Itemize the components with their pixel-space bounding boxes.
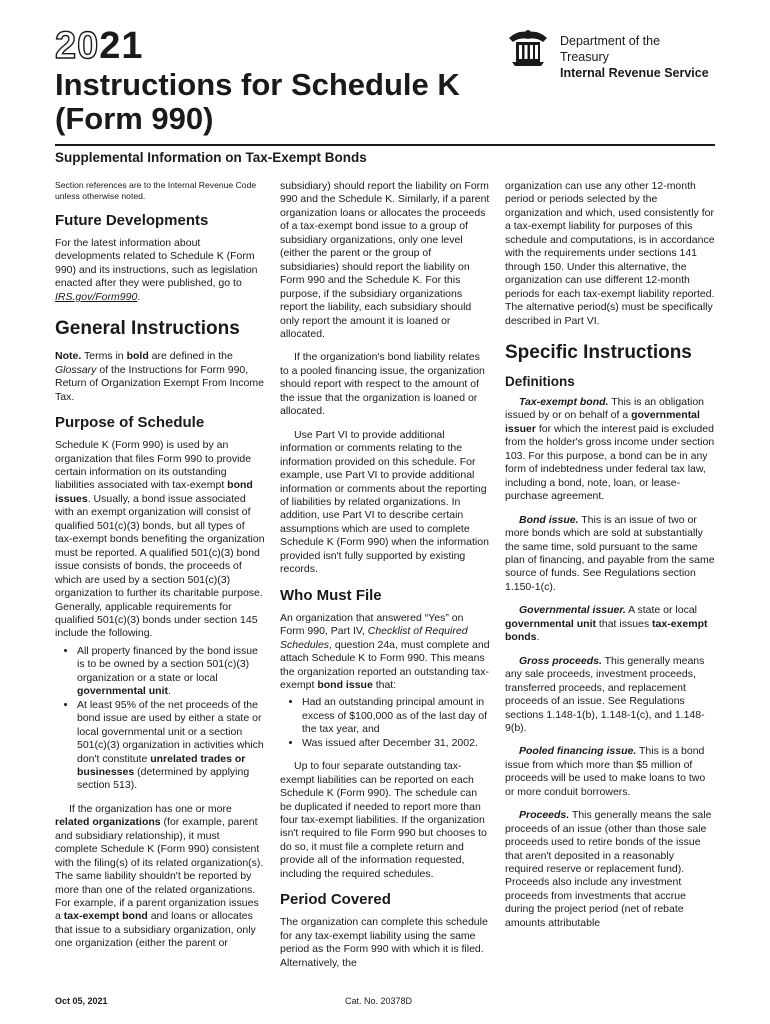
part-vi-text: Use Part VI to provide additional information or comments relating to the information provided on this schedule. For example, use Part VI to provide additional information or comments about the reporting of liabilities by related organizations. In addition, use Part VI to describe certain assumptions which are used to complete Schedule K (Form 990) when the information provided isn't fully supported by existing records. xyxy=(280,428,489,576)
future-developments-text: For the latest information about developments related to Schedule K (Form 990) and its instructions, such as legislation enacted after they were published, go to IRS.gov/Form990. xyxy=(55,237,258,303)
list-item: • All property financed by the bond issue is to be owned by a section 501(c)(3) organization or a state or local governmental unit. xyxy=(77,645,265,699)
list-item: • Had an outstanding principal amount in excess of $100,000 as of the last day of the tax year, and xyxy=(302,696,490,736)
who-must-file-list xyxy=(280,696,490,750)
irs-eagle-seal-icon xyxy=(503,24,553,68)
def-governmental-issuer: Governmental issuer. A state or local governmental unit that issues tax-exempt bonds. xyxy=(505,604,708,644)
footer-cat-no: Cat. No. 20378D xyxy=(345,996,413,1006)
footer-date: Oct 05, 2021 xyxy=(55,996,108,1006)
heading-period-covered: Period Covered xyxy=(280,891,391,909)
def-gross-proceeds: Gross proceeds. This generally means any sale proceeds, investment proceeds, transferred proceeds, and replacement proceeds of an issue. See Regulations sections 1.148-1(b), 1.148-1(c), and 1.148-9(b). xyxy=(505,654,705,734)
def-proceeds: Proceeds. This generally means the sale proceeds of an issue (other than those sale proceeds used to retire bonds of the issue that aren't deposited in a reasonably required reserve or replacement fund). Proceeds also include any investment proceeds from investments that accrue during the project period (net of rebate amounts attributable xyxy=(505,809,712,929)
heading-definitions: Definitions xyxy=(505,373,575,389)
def-tax-exempt-bond: Tax-exempt bond. This is an obligation issued by or on behalf of a governmental issuer for which the interest paid is excluded from the holder's gross income under section 103. For this purpose, a bond can be in any form of indebtedness under federal tax law, including a bond, note, loan, or lease-purchase agreement. xyxy=(505,395,715,503)
column-1 xyxy=(55,180,265,961)
agency-irs: Internal Revenue Service xyxy=(560,66,709,80)
requirements-list xyxy=(55,645,265,793)
form-year: 2021 xyxy=(55,25,144,67)
pooled-financing-text: If the organization's bond liability relates to a pooled financing issue, the organization should report with respect to the amount of the issue that the organization is loaned or allocated. xyxy=(280,351,485,418)
title-line-2: (Form 990) xyxy=(55,101,214,136)
related-organizations-text: If the organization has one or more related organizations (for example, parent and subsidiary relationship), it must complete Schedule K (Form 990) consistent with the filing(s) of its related organization(s). The same liability shouldn't be reported by more than one of the related organizations. For example, if a parent organization issues a tax-exempt bond and loans or allocates that issue to a subsidiary organization, only one organization (either the parent or xyxy=(55,802,264,950)
alternative-period-text: organization can use any other 12-month period or periods selected by the organization and which, used consistently for a tax-exempt liability for purposes of this schedule and computations, is in accordance with the requirements under sections 141 through 150. Under this alternative, the organization can use different 12-month periods for each tax-exempt liability reported. The alternative period(s) must be specifically described in Part VI. xyxy=(505,180,715,327)
list-item: • Was issued after December 31, 2002. xyxy=(302,737,490,750)
heading-who-must-file: Who Must File xyxy=(280,586,382,604)
agency-department: Department of the Treasury xyxy=(560,34,661,64)
subsidiary-text: subsidiary) should report the liability on Form 990 and the Schedule K. Similarly, if a parent organization loans or allocates the proceeds of a tax-exempt bond issue to a group of subsidiary organizations, only one level (either the parent or the group of subsidiaries) should report the liability on Form 990 and the Schedule K. For this purpose, if the subsidiary organizations report the liability, each subsidiary should only report the amount it is loaned or allocated. xyxy=(280,180,490,340)
agency-block xyxy=(560,33,710,81)
subtitle: Supplemental Information on Tax-Exempt Bonds xyxy=(55,150,367,165)
list-item: • At least 95% of the net proceeds of the bond issue are used by either a state or local governmental unit or a section 501(c)(3) organization in activities which don't constitute unrelated trades or businesses (determined by applying section 513). xyxy=(77,699,265,793)
note-text: Note. Terms in bold are defined in the Glossary of the Instructions for Form 990, Return of Organization Exempt From Income Tax. xyxy=(55,350,264,403)
purpose-text: Schedule K (Form 990) is used by an organization that files Form 990 to provide certain information on its outstanding liabilities associated with tax-exempt bond issues. Usually, a bond issue associated with an exempt organization will consist of qualified 501(c)(3) bonds, but all types of tax-exempt bonds benefiting the organization must be reported. A qualified 501(c)(3) bond issue consists of bonds, the proceeds of which are used by a section 501(c)(3) organization to further its charitable purpose. Generally, applicable requirements for qualified 501(c)(3) bonds under section 145 include the following. xyxy=(55,439,265,640)
title-rule xyxy=(55,144,715,146)
section-references-note: Section references are to the Internal Revenue Code unless otherwise noted. xyxy=(55,180,257,201)
def-bond-issue: Bond issue. This is an issue of two or more bonds which are sold at substantially the same time, sold pursuant to the same plan of financing, and payable from the same source of funds. See Regulations section 1.150-1(c). xyxy=(505,513,715,593)
four-issues-text: Up to four separate outstanding tax-exempt liabilities can be reported on each Schedule K (Form 990). The schedule can be duplicated if needed to report more than four tax-exempt liabilities. If the organization isn't required to file Form 990 but chooses to do so, it must file a complete return and provide all of the information requested, including the required schedules. xyxy=(280,760,487,880)
column-3 xyxy=(505,180,715,940)
heading-purpose-of-schedule: Purpose of Schedule xyxy=(55,414,205,432)
page-title xyxy=(55,68,515,136)
who-must-file-text: An organization that answered “Yes” on Form 990, Part IV, Checklist of Required Schedules, question 24a, must complete and attach Schedule K to Form 990. This means the organization reported an outstanding tax-exempt bond issue that: xyxy=(280,611,490,691)
def-pooled-financing-issue: Pooled financing issue. This is a bond issue from which more than $5 million of proceeds will be used to make loans to two or more conduit borrowers. xyxy=(505,745,706,798)
column-2 xyxy=(280,180,490,980)
title-line-1: Instructions for Schedule K xyxy=(55,67,460,102)
period-covered-text: The organization can complete this schedule for any tax-exempt liability using the same period as the Form 990 with which it is filed. Alternatively, the xyxy=(280,916,488,969)
irs-link[interactable]: IRS.gov/Form990 xyxy=(55,290,138,303)
heading-specific-instructions: Specific Instructions xyxy=(505,341,692,363)
heading-general-instructions: General Instructions xyxy=(55,318,240,340)
heading-future-developments: Future Developments xyxy=(55,212,209,229)
